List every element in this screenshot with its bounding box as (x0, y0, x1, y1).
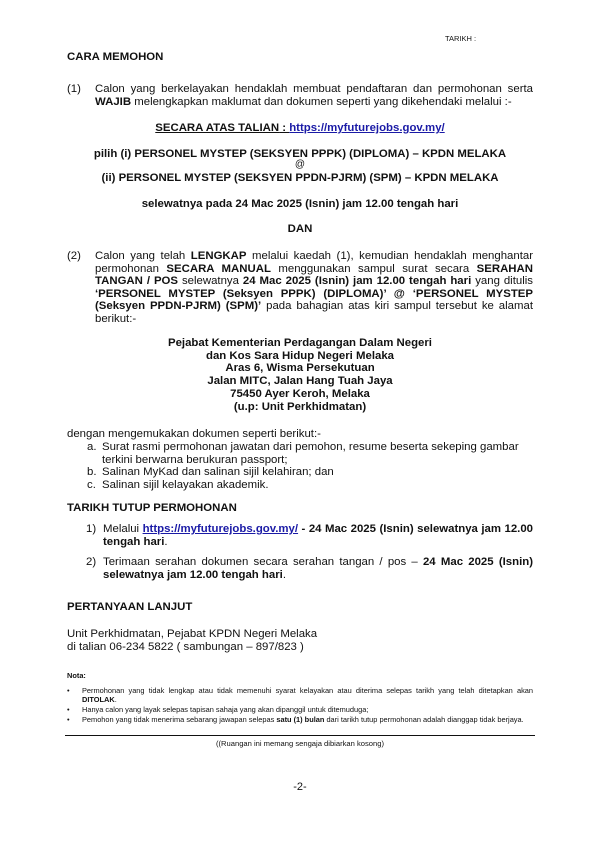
page-number: -2- (293, 781, 307, 793)
blank-note: ((Ruangan ini memang sengaja dibiarkan kosong) (215, 739, 384, 748)
text-bold: 24 Mac 2025 (Isnin) jam 12.00 tengah hari (242, 275, 472, 288)
tarikh-label: TARIKH : (445, 34, 477, 43)
nota-item (82, 705, 533, 714)
text-bold: SECARA MANUAL (166, 262, 271, 275)
text-bold: SERAHAN TANGAN / POS (95, 262, 533, 288)
text: Calon yang telah (95, 250, 191, 262)
myfuturejobs-link[interactable]: https://myfuturejobs.gov.my/ (289, 122, 445, 134)
address-line: (u.p: Unit Perkhidmatan) (233, 400, 367, 413)
item-number: (1) (67, 83, 81, 95)
text: Permohonan yang tidak lengkap atau tidak memenuhi syarat kelayakan atau diterima selepas tarikh yang telah ditetapkan akan (82, 686, 533, 695)
section-title-cara-memohon: CARA MEMOHON (67, 51, 164, 63)
text: Terimaan serahan dokumen secara serahan tangan / pos – (103, 556, 423, 568)
text: Hanya calon yang layak selepas tapisan sahaja yang akan dipanggil untuk ditemuduga; (82, 705, 369, 714)
address-line: dan Kos Sara Hidup Negeri Melaka (205, 349, 394, 362)
doc-item: Salinan sijil kelayakan akademik. (102, 479, 269, 491)
text: Melalui (103, 523, 143, 535)
option-separator: @ (294, 159, 306, 170)
doc-mark: b. (87, 466, 97, 478)
option-1: pilih (i) PERSONEL MYSTEP (SEKSYEN PPPK) (DIPLOMA) – KPDN MELAKA (93, 148, 507, 160)
text: pada bahagian atas kiri sampul tersebut ke alamat berikut:- (95, 300, 533, 325)
text: melengkapkan maklumat dan dokumen seperti yang dikehendaki melalui :- (131, 95, 512, 108)
text: dari tarikh tutup permohonan adalah dianggap tidak berjaya. (324, 715, 524, 724)
nota-title: Nota: (67, 671, 86, 680)
bullet-icon: • (67, 715, 70, 724)
deadline: selewatnya pada 24 Mac 2025 (Isnin) jam 12.00 tengah hari (141, 198, 459, 210)
dan-label: DAN (287, 223, 313, 235)
item1-paragraph (95, 83, 533, 109)
text-bold: satu (1) bulan (276, 715, 325, 724)
text: Calon yang berkelayakan hendaklah membuat pendaftaran dan permohonan serta (95, 83, 533, 95)
text-bold: 24 Mac 2025 (Isnin) selewatnya jam 12.00 tengah hari (103, 556, 533, 581)
online-line (67, 122, 533, 135)
bullet-icon: • (67, 686, 70, 695)
address-line: Pejabat Kementerian Perdagangan Dalam Negeri (168, 337, 432, 349)
address-block (67, 337, 533, 413)
address-line: Jalan MITC, Jalan Hang Tuah Jaya (207, 375, 393, 388)
text: melalui kaedah (1), kemudian hendaklah menghantar permohonan (95, 250, 534, 275)
text: . (164, 535, 168, 548)
section-title-tarikh-tutup: TARIKH TUTUP PERMOHONAN (67, 502, 237, 514)
text: . (114, 695, 117, 705)
item-number: 1) (86, 523, 97, 535)
contact-line-2: di talian 06-234 5822 ( sambungan – 897/823 ) (67, 641, 304, 653)
doc-mark: a. (87, 441, 97, 453)
doc-item: Salinan MyKad dan salinan sijil kelahiran; dan (102, 466, 334, 478)
myfuturejobs-link[interactable]: https://myfuturejobs.gov.my/ (142, 523, 299, 535)
item-number: (2) (67, 250, 81, 262)
text: Pemohon yang tidak menerima sebarang jawapan selepas (82, 715, 277, 724)
text-bold: LENGKAP (190, 250, 247, 262)
bullet-icon: • (67, 705, 70, 714)
item2-paragraph (95, 250, 533, 326)
text-bold: WAJIB (95, 95, 132, 108)
closing-item-1 (103, 523, 533, 549)
divider (65, 735, 535, 736)
section-title-pertanyaan: PERTANYAAN LANJUT (67, 601, 193, 613)
doc-mark: c. (87, 479, 96, 491)
text: yang ditulis (471, 275, 533, 288)
text: selewatnya (178, 275, 243, 288)
doc-item: Surat rasmi permohonan jawatan dari pemohon, resume beserta sekeping gambar terkini berwarna berukuran passport; (102, 441, 519, 466)
text-bold: DITOLAK (82, 695, 115, 705)
address-line: 75450 Ayer Keroh, Melaka (230, 387, 370, 400)
text: menggunakan sampul surat secara (270, 262, 477, 275)
option-2: (ii) PERSONEL MYSTEP (SEKSYEN PPDN-PJRM) (SPM) – KPDN MELAKA (101, 172, 499, 184)
text: . (282, 568, 286, 581)
documents-intro: dengan mengemukakan dokumen seperti berikut:- (67, 428, 321, 440)
nota-item (82, 686, 533, 705)
address-line: Aras 6, Wisma Persekutuan (225, 362, 375, 375)
nota-item (82, 715, 533, 724)
online-sep: : (279, 122, 290, 134)
text-bold: ‘PERSONEL MYSTEP (Seksyen PPPK) (DIPLOMA)’ @ ‘PERSONEL MYSTEP (Seksyen PPDN-PJRM) (SPM)’ (95, 287, 533, 313)
item-number: 2) (86, 556, 97, 568)
online-label: SECARA ATAS TALIAN (155, 122, 280, 134)
contact-line-1: Unit Perkhidmatan, Pejabat KPDN Negeri Melaka (67, 628, 318, 640)
text-bold: - 24 Mac 2025 (Isnin) selewatnya jam 12.00 tengah hari (103, 523, 533, 548)
closing-item-2 (103, 556, 533, 582)
